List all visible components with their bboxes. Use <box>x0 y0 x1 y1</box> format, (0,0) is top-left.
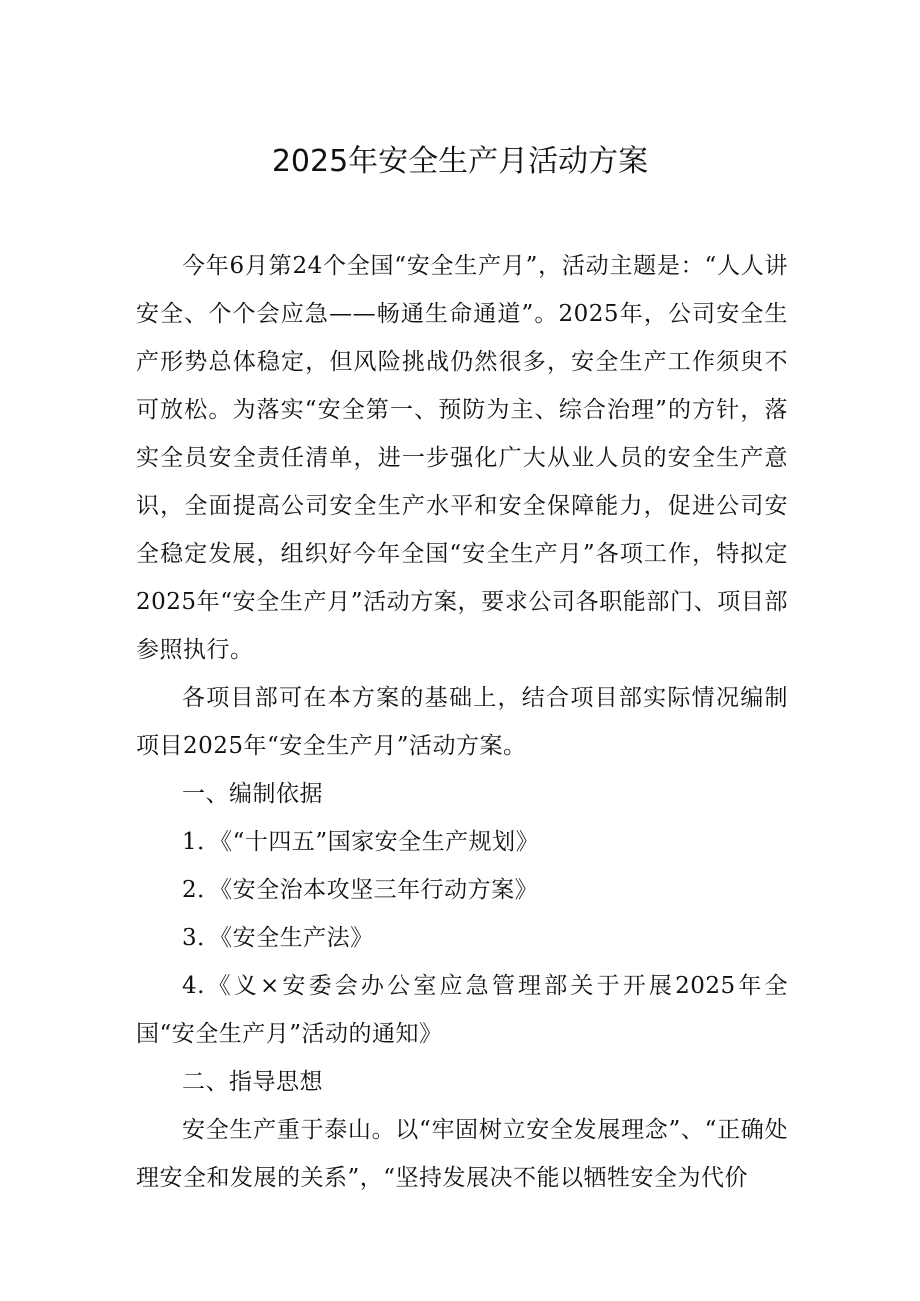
basis-item: 1．《“十四五”国家安全生产规划》 <box>182 829 540 855</box>
section-heading-basis: 一、编制依据 <box>182 781 323 807</box>
intro-paragraph: 今年6月第24个全国“安全生产月”，活动主题是：“人人讲安全、个个会应急——畅通生命通道”。2025年，公司安全生产形势总体稳定，但风险挑战仍然很多，安全生产工作须臾不可放松。为落实“安全第一、预防为主、综合治理”的方针，落实全员安全责任清单，进一步强化广大从业人员的安全生产意识，全面提高公司安全生产水平和安全保障能力，促进公司安全稳定发展，组织好今年全国“安全生产月”各项工作，特拟定2025年“安全生产月”活动方案，要求公司各职能部门、项目部参照执行。 <box>136 253 788 663</box>
section-heading-guiding-thought: 二、指导思想 <box>182 1069 323 1095</box>
project-note-paragraph: 各项目部可在本方案的基础上，结合项目部实际情况编制项目2025年“安全生产月”活动方案。 <box>136 685 788 759</box>
basis-item: 3．《安全生产法》 <box>182 925 374 951</box>
document-body <box>136 242 788 1202</box>
basis-item: 4.《义×安委会办公室应急管理部关于开展2025年全国“安全生产月”活动的通知》 <box>136 973 788 1047</box>
document-title: 2025年安全生产月活动方案 <box>271 144 649 179</box>
guiding-thought-paragraph: 安全生产重于泰山。以“牢固树立安全发展理念”、“正确处理安全和发展的关系”，“坚持发展决不能以牺牲安全为代价 <box>136 1117 788 1191</box>
basis-item: 2．《安全治本攻坚三年行动方案》 <box>182 877 539 903</box>
